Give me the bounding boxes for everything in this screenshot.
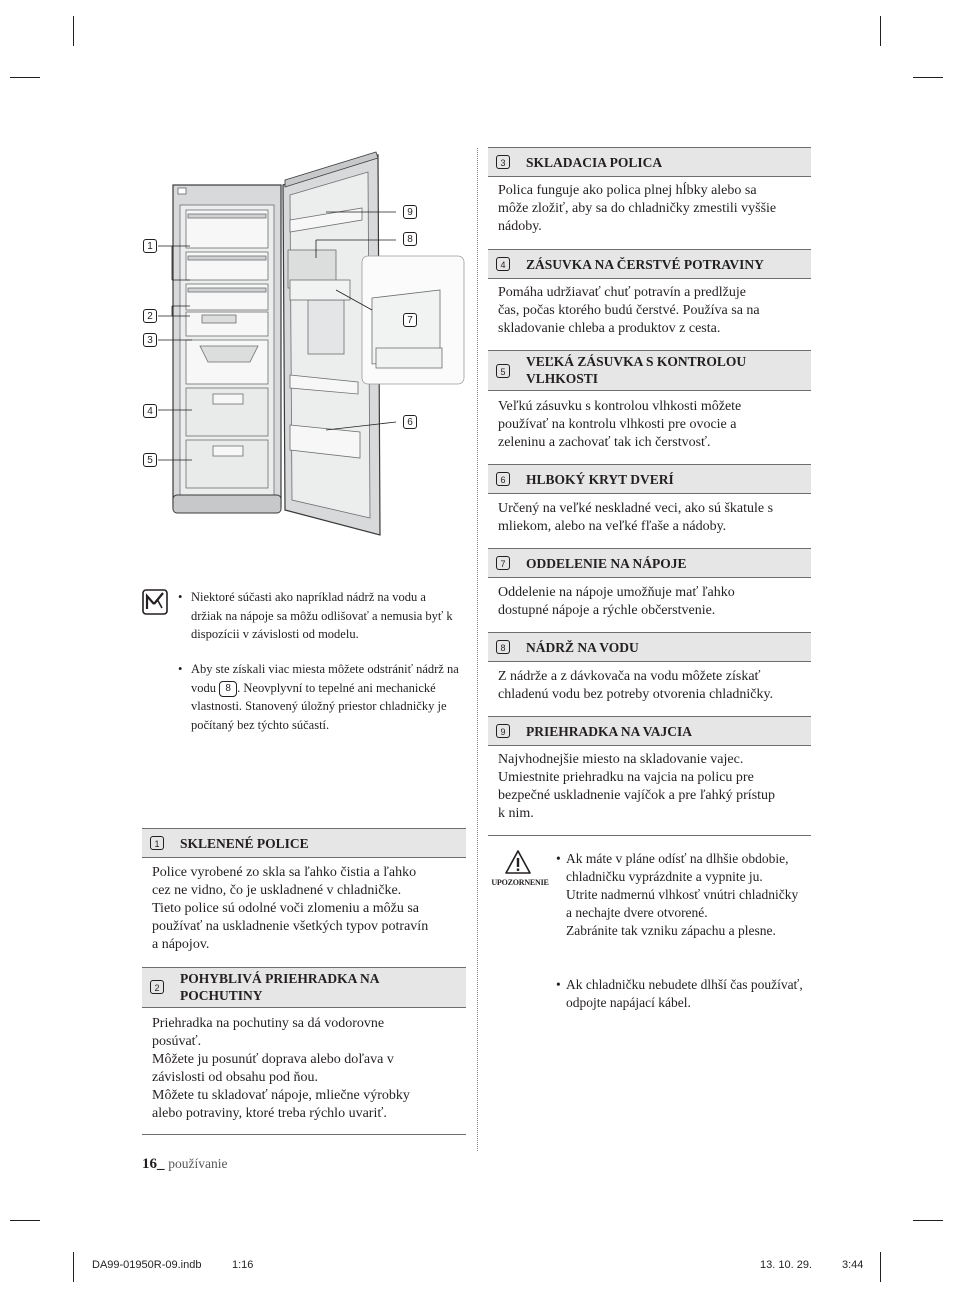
- section-number: 4: [496, 257, 510, 271]
- section-title: HLBOKÝ KRYT DVERÍ: [526, 472, 674, 487]
- caution-bullet-2: • Ak chladničku nebudete dlhší čas používať, odpojte napájací kábel.: [556, 976, 806, 1012]
- print-page-ref: 1:16: [232, 1259, 254, 1271]
- print-time: 3:44: [842, 1259, 864, 1271]
- section-title: POHYBLIVÁ PRIEHRADKA NA POCHUTINY: [180, 971, 380, 1003]
- section-body-5: Veľkú zásuvku s kontrolou vlhkosti môžete používať na kontrolu vlhkosti pre ovocie a zeleninu a zachovať tak ich čerstvosť.: [498, 399, 742, 450]
- caution-label: UPOZORNENIE: [491, 878, 549, 887]
- warning-icon: [504, 849, 532, 875]
- crop-mark: [73, 1252, 74, 1282]
- note-icon: [142, 589, 168, 615]
- callout-3: 3: [143, 333, 157, 347]
- note-bullet-2-text-b: . Neovplyvní to tepelné ani mechanické vlastnosti. Stanovený úložný priestor chladničky je počítaný bez týchto súčastí.: [191, 680, 447, 732]
- section-title: ZÁSUVKA NA ČERSTVÉ POTRAVINY: [526, 257, 764, 272]
- section-header-8: [488, 632, 811, 662]
- note-bullet-1: • Niektoré súčasti ako napríklad nádrž na vodu a držiak na nápoje sa môžu odlišovať a nemusia byť k dispozícii v závislosti od modelu.: [178, 588, 460, 644]
- print-file-name: DA99-01950R-09.indb: [92, 1259, 202, 1271]
- section-header-3: [488, 147, 811, 177]
- section-number: 8: [496, 640, 510, 654]
- crop-mark: [880, 16, 881, 46]
- caution-bullet-1-text: Ak máte v pláne odísť na dlhšie obdobie, chladničku vyprázdnite a vypnite ju. Utrite nadmernú vlhkosť vnútri chladničky a nechajte dvere otvorené. Zabránite tak vzniku zápachu a plesne.: [566, 851, 799, 938]
- note-inline-callout: 8: [219, 681, 237, 697]
- note-bullet-1-text: Niektoré súčasti ako napríklad nádrž na vodu a držiak na nápoje sa môžu odlišovať a nemusia byť k dispozícii v závislosti od modelu.: [191, 590, 453, 641]
- section-number: 3: [496, 155, 510, 169]
- section-title: NÁDRŽ NA VODU: [526, 640, 639, 655]
- page-footer: [142, 1156, 227, 1173]
- section-body-8: Z nádrže a z dávkovača na vodu môžete získať chladenú vodu bez potreby otvorenia chladničky.: [498, 669, 774, 702]
- crop-mark: [913, 77, 943, 78]
- section-body-6: Určený na veľké neskladné veci, ako sú škatule s mliekom, alebo na veľké fľaše a nádoby.: [498, 501, 774, 534]
- section-header-5: [488, 350, 811, 391]
- section-number: 7: [496, 556, 510, 570]
- page-number: 16_: [142, 1156, 165, 1172]
- callout-2: 2: [143, 309, 157, 323]
- print-date: 13. 10. 29.: [760, 1259, 812, 1271]
- section-end-rule: [142, 1134, 466, 1135]
- callout-6: 6: [403, 415, 417, 429]
- caution-bullet-2-text: Ak chladničku nebudete dlhší čas používať, odpojte napájací kábel.: [566, 977, 803, 1010]
- section-header-6: [488, 464, 811, 494]
- section-header-9: [488, 716, 811, 746]
- section-number: 2: [150, 980, 164, 994]
- section-number: 1: [150, 836, 164, 850]
- section-header-7: [488, 548, 811, 578]
- section-header-1: [142, 828, 466, 858]
- section-header-2: [142, 967, 466, 1008]
- note-bullet-2-text-a: Aby ste získali viac miesta môžete odstrániť nádrž na vodu: [191, 662, 459, 695]
- crop-mark: [880, 1252, 881, 1282]
- section-body-9: Najvhodnejšie miesto na skladovanie vajec. Umiestnite priehradku na vajcia na policu pre bezpečné uskladnenie vajíčok a pre ľahký prístup k nim.: [498, 752, 776, 821]
- column-divider: [477, 148, 478, 1151]
- section-number: 9: [496, 724, 510, 738]
- section-title: SKLENENÉ POLICE: [180, 836, 309, 851]
- page-section-label: používanie: [168, 1156, 228, 1171]
- section-title: VEĽKÁ ZÁSUVKA S KONTROLOU VLHKOSTI: [526, 354, 747, 386]
- crop-mark: [913, 1220, 943, 1221]
- caution-bullet-1: • Ak máte v pláne odísť na dlhšie obdobie, chladničku vyprázdnite a vypnite ju. Utrite nadmernú vlhkosť vnútri chladničky a nechajte dvere otvorené. Zabránite tak vzniku zápachu a plesne.: [556, 850, 806, 940]
- callout-4: 4: [143, 404, 157, 418]
- crop-mark: [73, 16, 74, 46]
- section-header-4: [488, 249, 811, 279]
- callout-9: 9: [403, 205, 417, 219]
- callout-1: 1: [143, 239, 157, 253]
- section-title: SKLADACIA POLICA: [526, 155, 663, 170]
- crop-mark: [10, 1220, 40, 1221]
- section-body-3: Polica funguje ako polica plnej hĺbky alebo sa môže zložiť, aby sa do chladničky zmestili vyššie nádoby.: [498, 183, 777, 234]
- section-body-7: Oddelenie na nápoje umožňuje mať ľahko dostupné nápoje a rýchle občerstvenie.: [498, 585, 735, 618]
- section-body-4: Pomáha udržiavať chuť potravín a predlžuje čas, počas ktorého budú čerstvé. Používa sa na skladovanie chleba a produktov z cesta.: [498, 285, 760, 336]
- callout-7: 7: [403, 313, 417, 327]
- note-bullet-2: • Aby ste získali viac miesta môžete odstrániť nádrž na vodu 8 . Neovplyvní to tepelné ani mechanické vlastnosti. Stanovený úložný priestor chladničky je počítaný bez týchto súčastí.: [178, 662, 459, 732]
- crop-mark: [10, 77, 40, 78]
- section-number: 6: [496, 472, 510, 486]
- callout-8: 8: [403, 232, 417, 246]
- section-body-1: Police vyrobené zo skla sa ľahko čistia a ľahko cez ne vidno, čo je uskladnené v chladničke. Tieto police sú odolné voči zlomeniu a môžu sa používať na uskladnenie všetkých typov potravín a nápojov.: [152, 865, 429, 952]
- refrigerator-illustration: [140, 150, 470, 550]
- section-title: PRIEHRADKA NA VAJCIA: [526, 724, 693, 739]
- section-title: ODDELENIE NA NÁPOJE: [526, 556, 687, 571]
- section-end-rule: [488, 835, 811, 836]
- callout-5: 5: [143, 453, 157, 467]
- section-body-2: Priehradka na pochutiny sa dá vodorovne posúvať. Môžete ju posunúť doprava alebo doľava v závislosti od obsahu pod ňou. Môžete tu skladovať nápoje, mliečne výrobky alebo potraviny, ktoré treba rýchlo uvariť.: [152, 1016, 410, 1121]
- section-number: 5: [496, 364, 510, 378]
